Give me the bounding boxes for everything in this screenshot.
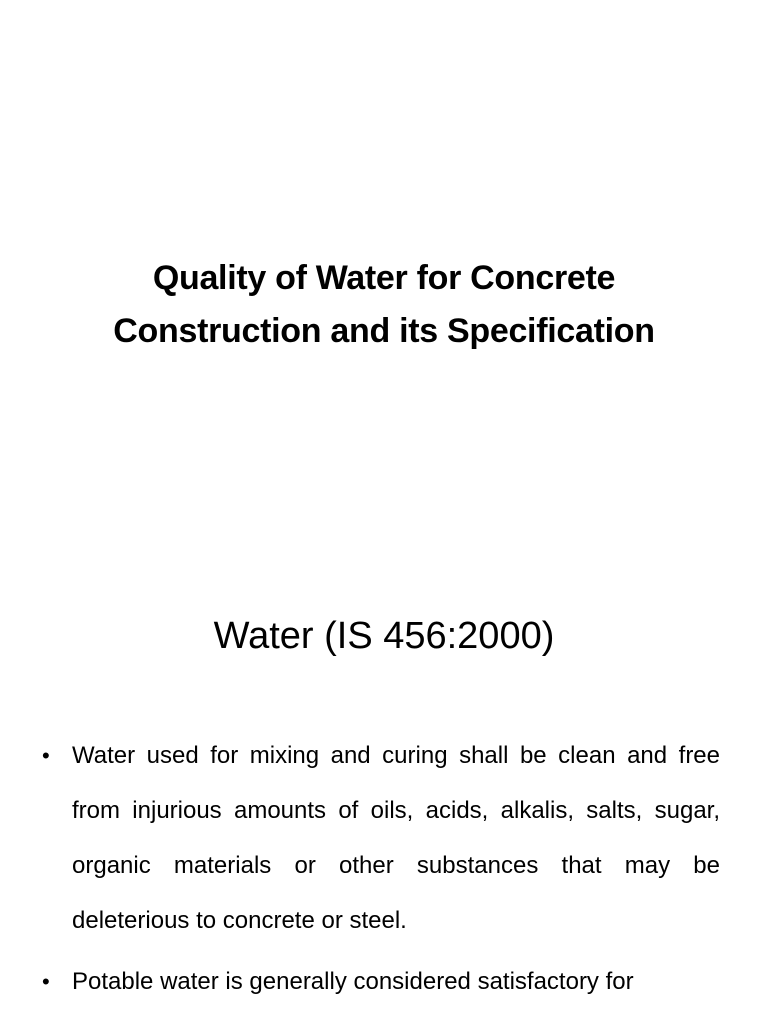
slide-title	[20, 252, 748, 358]
bullet-text: Water used for mixing and curing shall be clean and free from injurious amounts of oils, acids, alkalis, salts, sugar, organic materials or other substances that may be deleterious to concrete or steel.	[72, 742, 720, 934]
section-heading: Water (IS 456:2000)	[213, 615, 555, 657]
slide-title-line-1: Quality of Water for Concrete	[152, 259, 616, 297]
slide-title-line-2: Construction and its Specification	[113, 312, 655, 350]
bullet-dot-icon: •	[42, 743, 50, 768]
bullet-text: Potable water is generally considered satisfactory for	[72, 968, 634, 995]
bullet-dot-icon: •	[42, 969, 50, 994]
bullet-item	[42, 728, 720, 948]
bullet-item	[42, 954, 720, 1009]
bullet-list	[42, 728, 720, 1015]
